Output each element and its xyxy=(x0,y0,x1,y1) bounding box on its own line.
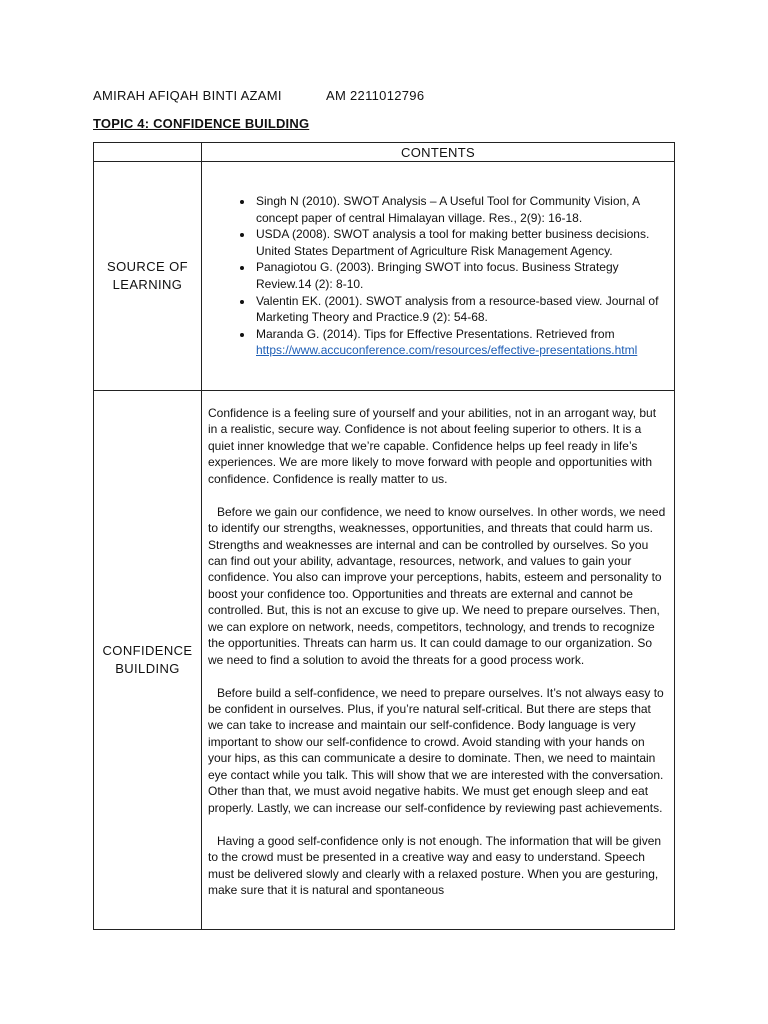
student-header xyxy=(93,88,425,103)
source-label xyxy=(94,162,202,391)
source-link[interactable]: https://www.accuconference.com/resources/effective-presentations.html xyxy=(256,343,638,358)
source-item: • Valentin EK. (2001). SWOT analysis from a resource-based view. Journal of Marketing Theory and Practice.9 (2): 54-68. xyxy=(254,293,668,326)
source-label-line2: LEARNING xyxy=(112,277,183,292)
confidence-text xyxy=(202,391,674,929)
source-row xyxy=(94,162,675,391)
confidence-label xyxy=(94,391,202,930)
contents-header: CONTENTS xyxy=(202,143,675,162)
contents-table xyxy=(93,142,675,930)
student-name: AMIRAH AFIQAH BINTI AZAMI xyxy=(93,88,282,103)
sources-list xyxy=(202,193,674,359)
paragraph: Before we gain our confidence, we need to know ourselves. In other words, we need to identify our strengths, weaknesses, opportunities, and threats that could harm us. Strengths and weaknesses are internal and can be controlled by ourselves. So you can find out your ability, advantage, resources, network, and values to gain your confidence. You also can improve your perceptions, habits, esteem and personality to boost your confidence too. Opportunities and threats are external and cannot be controlled. But, this is not an excuse to give up. We need to prepare ourselves. Then, we can explore on network, needs, competitors, technology, and trends to recognize the opportunities. Threats can harm us. It can could damage to our organization. So we need to find a solution to avoid the threats for a good process work. xyxy=(208,504,666,667)
paragraph: Having a good self-confidence only is not enough. The information that will be given to the crowd must be presented in a creative way and easy to understand. Speech must be delivered slowly and clearly with a relaxed posture. When you are gesturing, make sure that it is natural and spontaneous xyxy=(208,833,662,897)
source-item-text: Maranda G. (2014). Tips for Effective Presentations. Retrieved from xyxy=(256,326,615,341)
source-item: • USDA (2008). SWOT analysis a tool for making better business decisions. United States Department of Agriculture Risk Management Agency. xyxy=(254,226,668,259)
source-item: • Panagiotou G. (2003). Bringing SWOT into focus. Business Strategy Review.14 (2): 8-10. xyxy=(254,259,668,292)
confidence-cell xyxy=(202,391,675,930)
confidence-label-line2: BUILDING xyxy=(115,661,180,676)
paragraph: Before build a self-confidence, we need to prepare ourselves. It’s not always easy to be confident in ourselves. Plus, if you’re natural self-critical. But there are steps that we can take to increase and maintain our self-confidence. Body language is very important to show our self-confidence to crowd. Avoid standing with your hands on your hips, as this can communicate a desire to dominate. Then, we need to maintain eye contact while you talk. This will show that we are interested with the conversation. Other than that, we must avoid negative habits. We must get enough sleep and eat properly. Lastly, we can increase our self-confidence by reviewing past achievements. xyxy=(208,685,664,815)
source-item: • Singh N (2010). SWOT Analysis – A Useful Tool for Community Vision, A concept paper of central Himalayan village. Res., 2(9): 16-18. xyxy=(254,193,668,226)
header-empty-cell xyxy=(94,143,202,162)
table-header-row xyxy=(94,143,675,162)
confidence-label-line1: CONFIDENCE xyxy=(102,643,193,658)
confidence-row xyxy=(94,391,675,930)
sources-cell xyxy=(202,162,675,391)
topic-title: TOPIC 4: CONFIDENCE BUILDING xyxy=(93,116,310,131)
student-id: AM 2211012796 xyxy=(326,88,425,103)
source-item-with-link xyxy=(254,326,668,359)
source-label-line1: SOURCE OF xyxy=(107,259,188,274)
paragraph: Confidence is a feeling sure of yourself and your abilities, not in an arrogant way, but in a realistic, secure way. Confidence is not about feeling superior to others. It is a quiet inner knowledge that we’re capable. Confidence helps up feel ready in life’s experiences. We are more likely to move forward with people and opportunities with confidence. Confidence is really matter to us. xyxy=(208,406,657,486)
